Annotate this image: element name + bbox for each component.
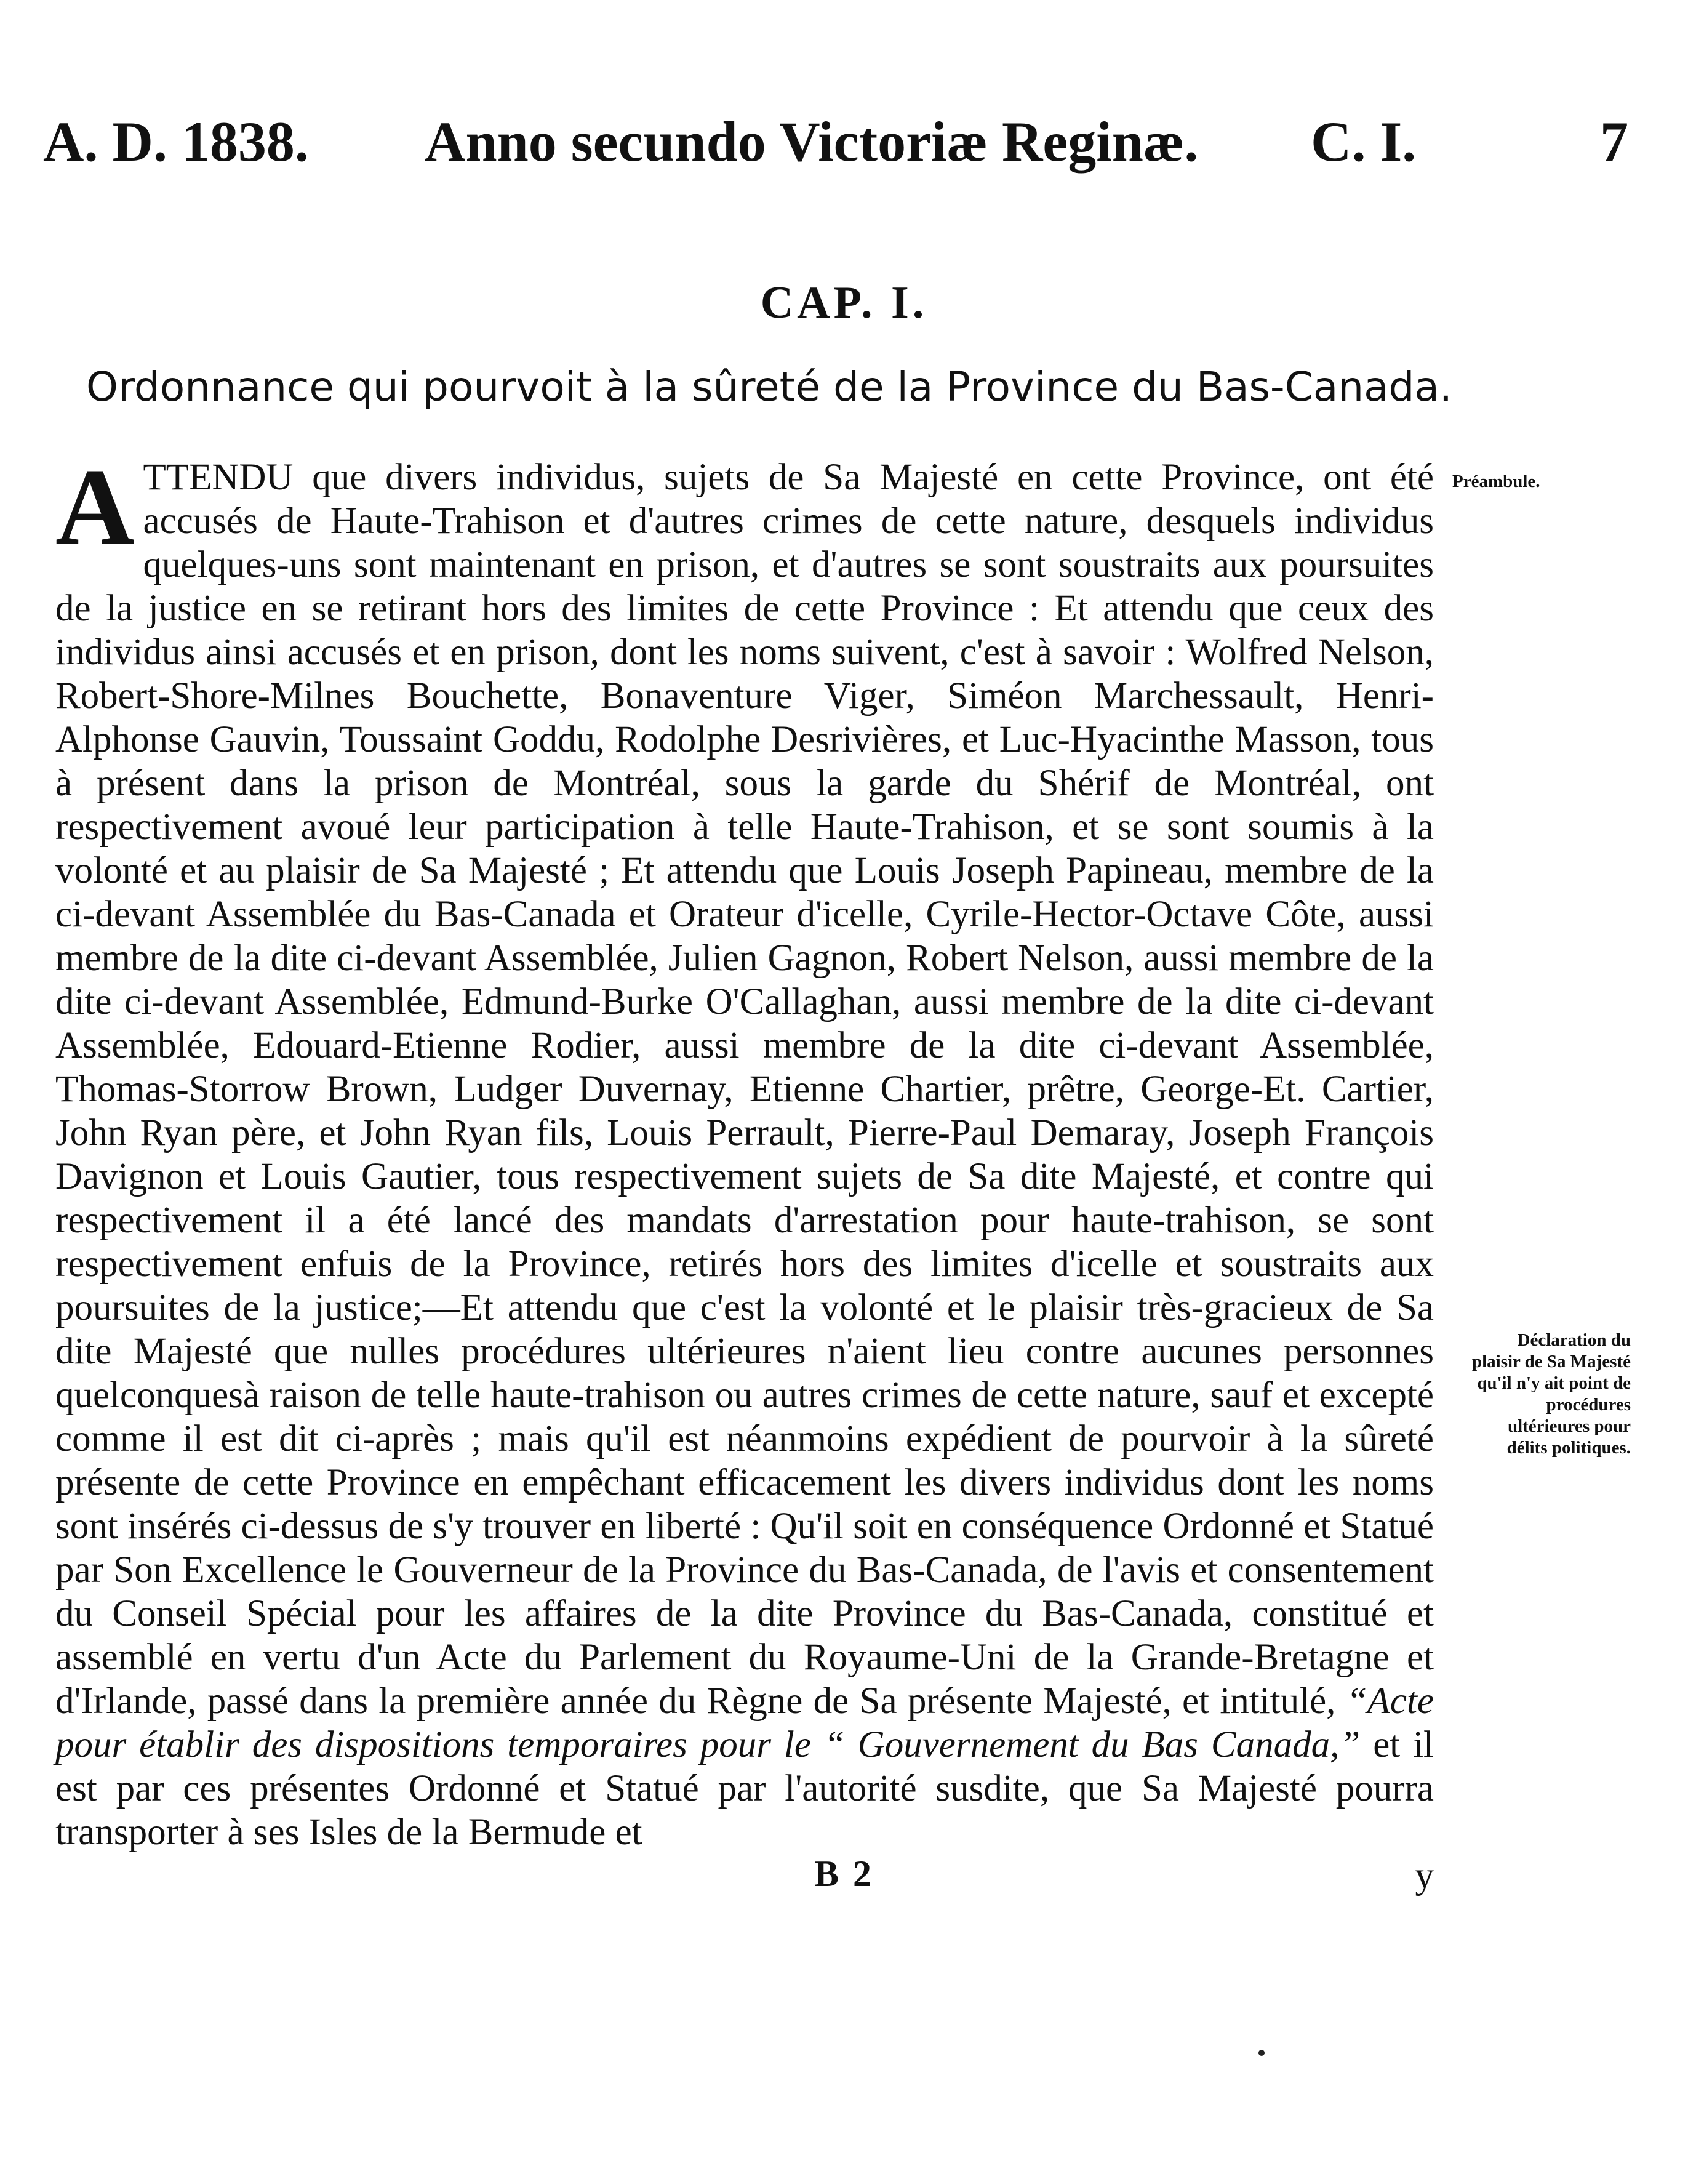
page-number: 7 [1600, 110, 1628, 173]
running-head-year: A. D. 1838. [43, 110, 309, 173]
drop-cap: A [55, 446, 135, 568]
ordinance-body [55, 446, 1434, 1898]
signature-mark: B 2 [814, 1853, 874, 1894]
marginal-note-declaration: Déclaration du plaisir de Sa Majesté qu'il n'y ait point de procédures ultérieures pour délits politiques. [1471, 1330, 1631, 1458]
running-head [43, 98, 1643, 185]
body-text-main: TTENDU que divers individus, sujets de Sa Majesté en cette Province, ont été accusés de Haute-Trahison et d'autres crimes de cette nature, desquels individus quelques-uns sont maintenant en prison, et d'autres se sont soustraits aux poursuites de la justice en se retirant hors des limites de cette Province : Et attendu que ceux des individus ainsi accusés et en prison, dont les noms suivent, c'est à savoir : Wolfred Nelson, Robert-Shore-Milnes Bouchette, Bonaventure Viger, Siméon Marchessault, Henri-Alphonse Gauvin, Toussaint Goddu, Rodolphe Desrivières, et Luc-Hyacinthe Masson, tous à présent dans la prison de Montréal, sous la garde du Shérif de Montréal, ont respectivement avoué leur participation à telle Haute-Trahison, et se sont soumis à la volonté et au plaisir de Sa Majesté ; Et attendu que Louis Joseph Papineau, membre de la ci-devant Assemblée du Bas-Canada et Orateur d'icelle, Cyrile-Hector-Octave Côte, aussi membre de la dite ci-devant Assemblée, Julien Gagnon, Robert Nelson, aussi membre de la dite ci-devant Assemblée, Edmund-Burke O'Callaghan, aussi membre de la dite ci-devant Assemblée, Edouard-Etienne Rodier, aussi membre de la dite ci-devant Assemblée, Thomas-Storrow Brown, Ludger Duvernay, Etienne Chartier, prêtre, George-Et. Cartier, John Ryan père, et John Ryan fils, Louis Perrault, Pierre-Paul Demaray, Joseph François Davignon et Louis Gautier, tous respectivement sujets de Sa dite Majesté, et contre qui respectivement il a été lancé des mandats d'arrestation pour haute-trahison, se sont respectivement enfuis de la Province, retirés hors des limites d'icelle et soustraits aux poursuites de la justice;—Et attendu que c'est la volonté et le plaisir très-gracieux de Sa dite Majesté que nulles procédures ultérieures n'aient lieu contre aucunes personnes quelconquesà raison de telle haute-trahison ou autres crimes de cette nature, sauf et excepté comme il est dit ci-après ; mais qu'il est néanmoins expédient de pourvoir à la sûreté présente de cette Province en empêchant efficacement les divers individus dont les noms sont insérés ci-dessus de s'y trouver en liberté : Qu'il soit en conséquence Ordonné et Statué par Son Excellence le Gouverneur de la Province du Bas-Canada, de l'avis et consentement du Conseil Spécial pour les affaires de la dite Province du Bas-Canada, constitué et assemblé en vertu d'un Acte du Parlement du Royaume-Uni de la Grande-Bretagne et d'Irlande, passé dans la première année du Règne de Sa présente Majesté, et intitulé, [55, 457, 1434, 1722]
catchword: y [1415, 1855, 1434, 1897]
marginal-note-preamble: Préambule. [1452, 472, 1540, 491]
ordinance-title: Ordonnance qui pourvoit à la sûreté de la Province du Bas-Canada. [86, 363, 1452, 411]
running-head-title: Anno secundo Victoriæ Reginæ. [425, 110, 1199, 173]
body-paragraph [55, 446, 1434, 1854]
body-text-end: et il est par ces présentes Ordonné et Statué par l'autorité susdite, que Sa Majesté pourra transporter à ses Isles de la Bermude et [55, 1724, 1434, 1853]
act-title-italic: “Acte pour établir des dispositions temporaires pour le “ Gouvernement du Bas Canada,” [55, 1680, 1434, 1765]
chapter-heading: CAP. I. [760, 278, 928, 328]
running-head-chapter: C. I. [1311, 110, 1417, 173]
ink-speck [1258, 2050, 1265, 2056]
